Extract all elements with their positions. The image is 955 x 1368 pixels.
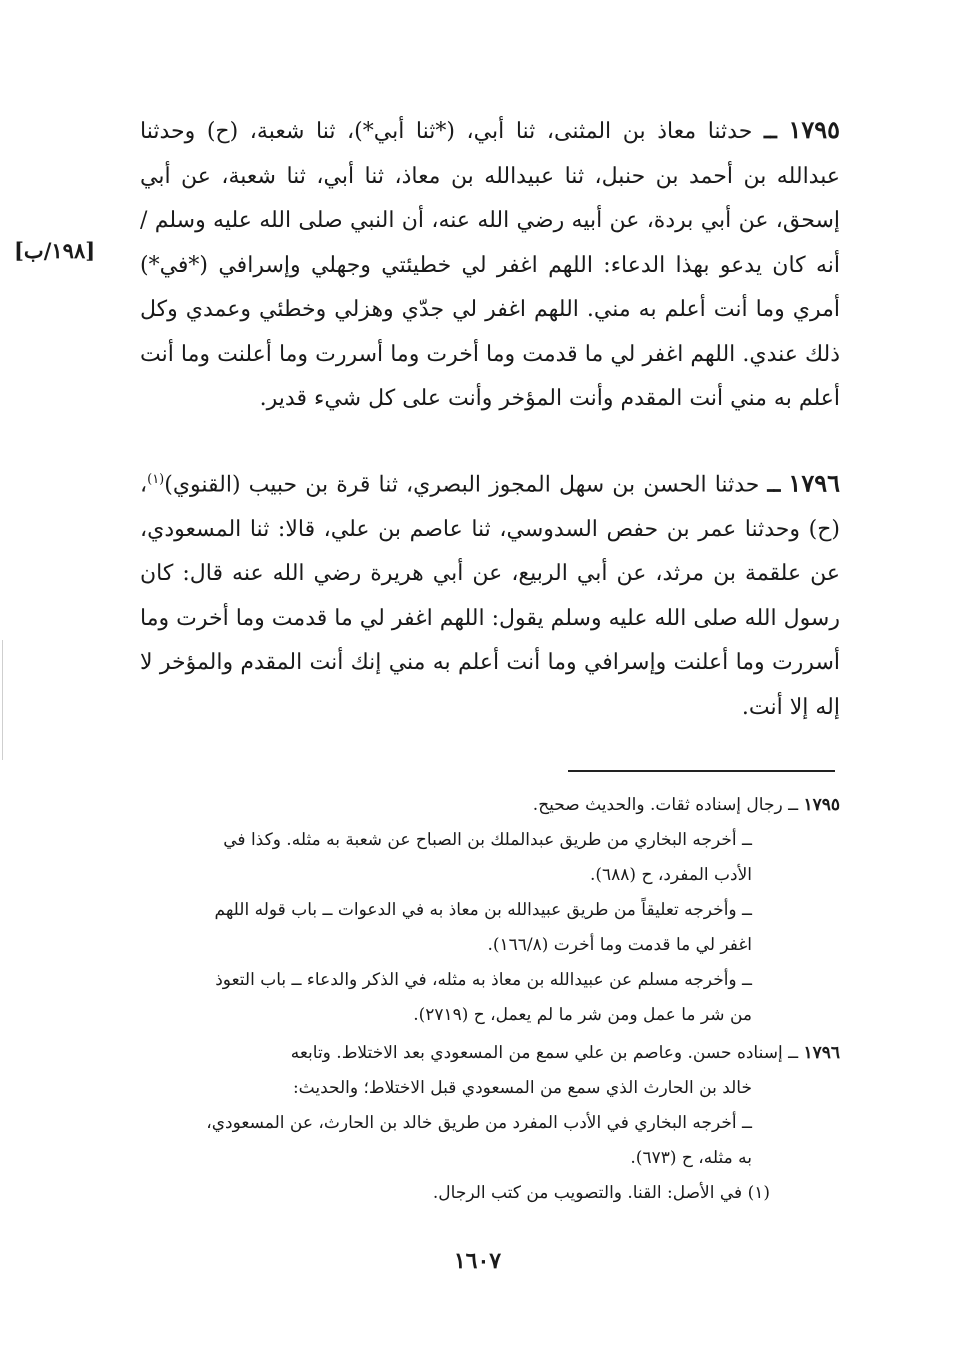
footnote-number: ١٧٩٥ — [803, 795, 840, 815]
footnote-number: ١٧٩٦ — [803, 1043, 840, 1063]
footnote-line: (١) في الأصل: القنا. والتصويب من كتب الرجال. — [432, 1183, 770, 1203]
hadith-dash: ــ — [767, 471, 781, 498]
hadith-text-part-1: حدثنا الحسن بن سهل المجوز البصري، ثنا قرة بن حبيب (القنوي) — [164, 472, 760, 498]
hadith-text-part-2: ، (ح) وحدثنا عمر بن حفص السدوسي، ثنا عاصم بن علي، قالا: ثنا المسعودي، عن علقمة بن مرثد، عن أبي الربيع، عن أبي هريرة رضي الله عنه قال: كان رسول الله صلى الله عليه وسلم يقول: اللهم اغفر لي ما قدمت وما أخرت وما أسررت وما أعلنت وإسرافي وما أنت أعلم به مني إنك أنت المقدم والمؤخر لا إله إلا أنت. — [140, 472, 840, 720]
page-edge-shadow — [2, 640, 3, 760]
footnote-separator — [568, 770, 835, 772]
footnote-line: ــ أخرجه البخاري في الأدب المفرد من طريق خالد بن الحارث، عن المسعودي، — [206, 1113, 752, 1133]
footnote-line: ــ أخرجه البخاري من طريق عبدالملك بن الصباح عن شعبة به مثله. وكذا في — [223, 830, 752, 850]
page-number: ١٦٠٧ — [453, 1248, 502, 1274]
footnote-line: ١٧٩٥ ــ رجال إسناده ثقات. والحديث صحيح. — [532, 795, 840, 815]
footnote-line: ــ وأخرجه تعليقاً من طريق عبيدالله بن معاذ به في الدعوات ــ باب قوله اللهم — [214, 900, 752, 920]
footnote-line: اغفر لي ما قدمت وما أخرت (١٦٦/٨). — [487, 935, 752, 955]
footnote-1795 — [140, 788, 840, 1033]
footnote-1796 — [140, 1036, 840, 1176]
footnote-line: ١٧٩٦ ــ إسناده حسن. وعاصم بن علي سمع من المسعودي بعد الاختلاط. وتابعه — [290, 1043, 840, 1063]
hadith-number: ١٧٩٦ — [788, 468, 840, 498]
footnotes-section — [140, 788, 840, 1211]
footnote-line: ــ وأخرجه مسلم عن عبيدالله بن معاذ به مثله، في الذكر والدعاء ــ باب التعوذ — [215, 970, 752, 990]
footnote-line: من شر ما عمل ومن شر ما لم يعمل، ح (٢٧١٩). — [413, 1005, 752, 1025]
hadith-1796-paragraph — [140, 458, 840, 730]
manuscript-folio-reference: [١٩٨/ب] — [14, 238, 96, 263]
hadith-1795-paragraph — [140, 108, 840, 422]
footnote-line: به مثله، ح (٦٧٣). — [630, 1148, 752, 1168]
footnote-line: الأدب المفرد، ح (٦٨٨). — [589, 865, 752, 885]
hadith-dash: ــ — [763, 118, 777, 144]
hadith-text: حدثنا معاذ بن المثنى، ثنا أبي، (*ثنا أبي*)، ثنا شعبة، (ح) وحدثنا عبدالله بن أحمد بن حنبل، ثنا عبيدالله بن معاذ، ثنا أبي، ثنا شعبة، عن أبي إسحق، عن أبي بردة، عن أبيه رضي الله عنه، أن النبي صلى الله عليه وسلم / أنه كان يدعو بهذا الدعاء: اللهم اغفر لي خطيئتي وجهلي وإسرافي (*في*) أمري وما أنت أعلم به مني. اللهم اغفر لي جدّي وهزلي وخطئي وعمدي وكل ذلك عندي. اللهم اغفر لي ما قدمت وما أخرت وما أسررت وما أعلنت وما أنت أعلم به مني أنت المقدم وأنت المؤخر وأنت على كل شيء قدير. — [140, 119, 840, 411]
footnote-line: خالد بن الحارث الذي سمع من المسعودي قبل الاختلاط؛ والحديث: — [292, 1078, 752, 1098]
footnote-note-1 — [140, 1176, 840, 1211]
footnote-marker: (١) — [147, 472, 165, 487]
hadith-number: ١٧٩٥ — [788, 115, 840, 144]
